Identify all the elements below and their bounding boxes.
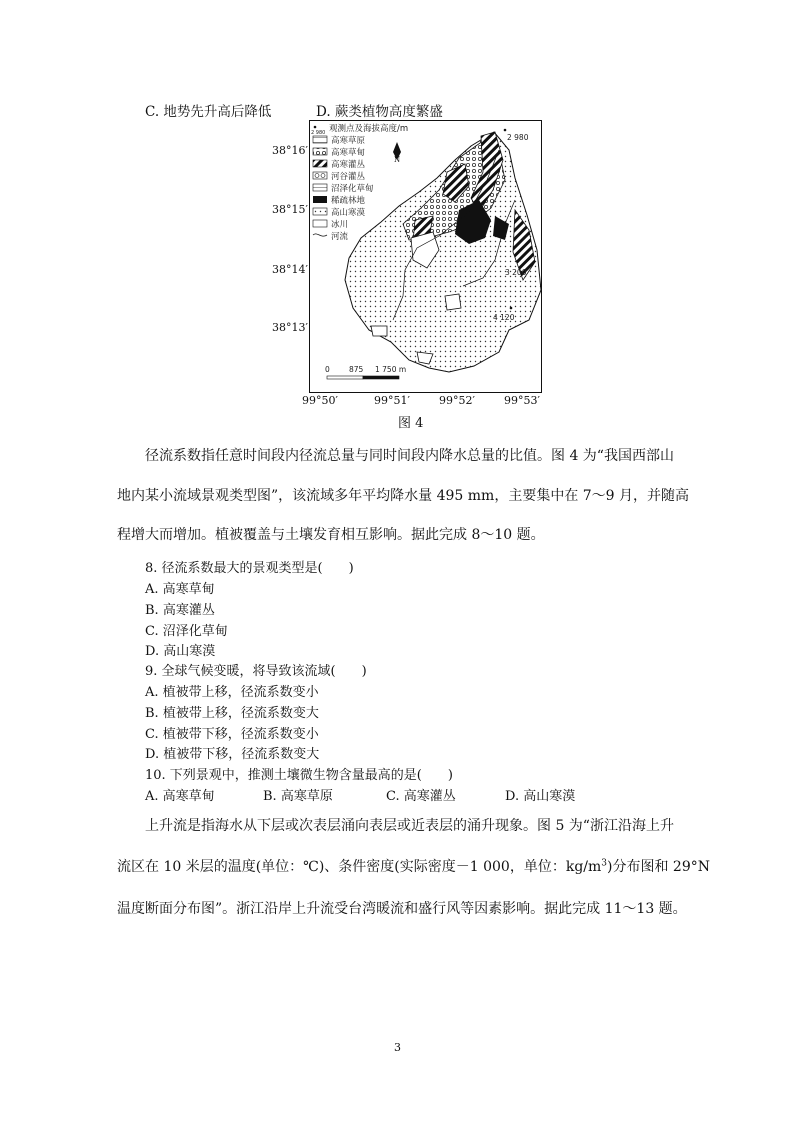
lat-label: 38°14′	[272, 263, 308, 276]
svg-text:河流: 河流	[331, 232, 349, 242]
intro-line: 温度断面分布图”。浙江沿岸上升流受台湾暖流和盛行风等因素影响。据此完成 11～13 题。	[117, 901, 687, 917]
svg-text:N: N	[394, 156, 401, 164]
svg-text:1 750 m: 1 750 m	[375, 365, 407, 374]
svg-text:冰川: 冰川	[331, 220, 349, 230]
observation-point	[510, 307, 513, 310]
q10-option-b: B. 高寒草原	[263, 789, 333, 804]
legend-marker-value: 2 980	[311, 130, 326, 136]
q9-option-b: B. 植被带上移，径流系数变大	[145, 706, 319, 721]
intro-line: 地内某小流域景观类型图”，该流域多年平均降水量 495 mm，主要集中在 7～9 月，并随高	[117, 488, 690, 504]
q10-option-d: D. 高山寒漠	[505, 789, 576, 804]
lon-label: 99°50′	[302, 394, 338, 407]
svg-text:高山寒漠: 高山寒漠	[331, 208, 366, 218]
intro-line: 程增大而增加。植被覆盖与土壤发育相互影响。据此完成 8～10 题。	[117, 527, 545, 543]
q9-option-c: C. 植被带下移，径流系数变小	[145, 727, 319, 742]
intro-line: 流区在 10 米层的温度(单位：℃)、条件密度(实际密度－1 000，单位：$kg/m^3$)分布图和 29°N	[117, 858, 710, 875]
question-10-stem: 10. 下列景观中，推测土壤微生物含量最高的是( )	[145, 768, 453, 783]
svg-text:高寒草甸: 高寒草甸	[331, 148, 366, 158]
elevation-label: 2 980	[507, 133, 529, 142]
q10-option-c: C. 高寒灌丛	[386, 789, 456, 804]
lon-label: 99°52′	[439, 394, 475, 407]
prev-option-c: C. 地势先升高后降低	[145, 104, 272, 120]
lon-label: 99°51′	[374, 394, 410, 407]
page-number: 3	[394, 1041, 401, 1054]
q8-option-a: A. 高寒草甸	[145, 582, 215, 597]
intro-line: 径流系数指任意时间段内径流总量与同时间段内降水总量的比值。图 4 为“我国西部山	[145, 448, 674, 464]
q10-option-a: A. 高寒草甸	[145, 789, 215, 804]
observation-point	[504, 129, 507, 132]
elevation-label: 4 120	[493, 313, 515, 322]
lat-label: 38°15′	[272, 203, 308, 216]
svg-text:河谷灌丛: 河谷灌丛	[331, 172, 366, 182]
svg-text:875: 875	[349, 365, 364, 374]
svg-text:稀疏林地: 稀疏林地	[331, 196, 366, 206]
svg-text:高寒灌丛: 高寒灌丛	[331, 160, 366, 170]
question-9-stem: 9. 全球气候变暖，将导致该流域( )	[145, 664, 367, 679]
lat-label: 38°16′	[272, 144, 308, 157]
svg-text:沼泽化草甸: 沼泽化草甸	[331, 184, 374, 194]
q8-option-d: D. 高山寒漠	[145, 644, 216, 659]
q9-option-a: A. 植被带上移，径流系数变小	[145, 685, 319, 700]
svg-text:0: 0	[325, 365, 330, 374]
prev-option-d: D. 蕨类植物高度繁盛	[316, 104, 443, 120]
lon-label: 99°53′	[504, 394, 540, 407]
figure-caption: 图 4	[398, 416, 424, 431]
lat-label: 38°13′	[272, 321, 308, 334]
q9-option-d: D. 植被带下移，径流系数变大	[145, 747, 320, 762]
figure-4-landscape-map	[309, 120, 542, 393]
q8-option-b: B. 高寒灌丛	[145, 603, 215, 618]
svg-text:观测点及海拔高度/m: 观测点及海拔高度/m	[329, 124, 409, 134]
q8-option-c: C. 沼泽化草甸	[145, 624, 228, 639]
elevation-label: 3 200	[505, 268, 527, 277]
intro-line: 上升流是指海水从下层或次表层涌向表层或近表层的涌升现象。图 5 为“浙江沿海上升	[145, 818, 674, 834]
svg-text:高寒草原: 高寒草原	[331, 136, 366, 146]
question-8-stem: 8. 径流系数最大的景观类型是( )	[145, 561, 354, 576]
